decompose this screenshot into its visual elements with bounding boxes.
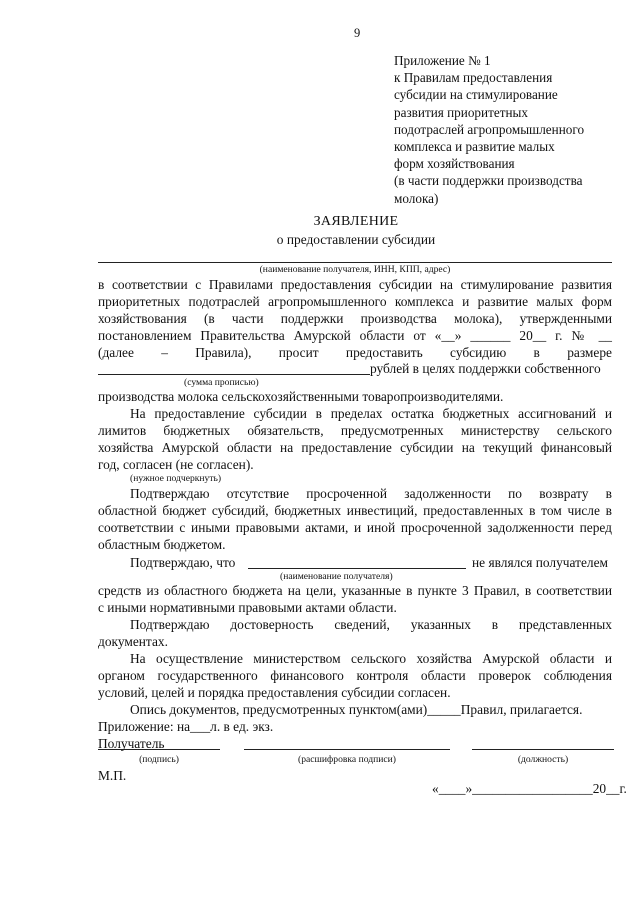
choose-caption: (нужное подчеркнуть) — [130, 473, 222, 484]
annex-line: форм хозяйствования — [394, 156, 515, 172]
para2-line: лимитов бюджетных обязательств, предусмотренных министерству сельского — [98, 423, 612, 438]
sum-fill-line — [98, 374, 370, 375]
para1-line: постановлением Правительства Амурской области от «__» ______ 20__ г. № __ — [98, 328, 612, 343]
position-fill-line — [472, 749, 614, 750]
position-caption: (должность) — [517, 754, 569, 765]
para3-line: областной бюджет субсидий, бюджетных инвестиций, предоставленных в том числе в — [98, 503, 612, 518]
annex-line: Приложение № 1 — [394, 53, 491, 68]
recipient-name-caption: (наименование получателя) — [280, 571, 393, 582]
annex-line: субсидии на стимулирование — [394, 87, 558, 103]
para1-line: приоритетных подотраслей агропромышленного комплекса и развитие малых форм — [98, 294, 612, 309]
para1-line: в соответствии с Правилами предоставления субсидии на стимулирование развития — [98, 277, 612, 292]
para4-end: не являлся получателем — [472, 555, 609, 570]
recipient-caption: (наименование получателя, ИНН, КПП, адрес) — [259, 264, 451, 275]
para1-line: хозяйствования (в части поддержки производства молока), утвержденными — [98, 311, 612, 326]
decoding-fill-line — [244, 749, 450, 750]
recipient-label: Получатель — [98, 736, 165, 751]
para3-line: областным бюджетом. — [98, 537, 226, 552]
para4-line: средств из областного бюджета на цели, указанные в пункте 3 Правил, в соответствии — [98, 583, 612, 598]
signature-caption: (подпись) — [139, 754, 179, 765]
para6-line: условий, целей и порядка предоставления субсидии согласен. — [98, 685, 451, 700]
para2-line: хозяйства Амурской области на предоставление субсидии на текущий финансовый — [98, 440, 612, 455]
para1-line: производства молока сельскохозяйственными товаропроизводителями. — [98, 389, 504, 404]
para5-line: Подтверждаю достоверность сведений, указанных в представленных — [130, 617, 612, 632]
annex-line: комплекса и развитие малых — [394, 139, 555, 155]
annex-line: к Правилам предоставления — [394, 70, 553, 86]
sum-caption: (сумма прописью) — [184, 377, 259, 388]
para5-line: документах. — [98, 634, 168, 649]
annex-block — [394, 52, 624, 207]
para1-line-end: рублей в целях поддержки собственного — [370, 361, 601, 376]
decoding-caption: (расшифровка подписи) — [298, 754, 396, 765]
inventory-line: Опись документов, предусмотренных пунктом(ами)_____Правил, прилагается. — [130, 702, 583, 717]
annex-line: развития приоритетных — [394, 104, 528, 120]
para3-line: соответствии с иными правовыми актами, и иной просроченной задолженности перед — [98, 520, 612, 535]
annex-line: подотраслей агропромышленного — [394, 121, 585, 137]
para3-line: Подтверждаю отсутствие просроченной задолженности по возврату в — [130, 486, 612, 501]
para1-line: (далее – Правила), просит предоставить субсидию в размере — [98, 345, 612, 360]
stamp-label: М.П. — [98, 768, 127, 783]
page-number: 9 — [354, 26, 361, 40]
recipient-fill-line — [98, 262, 612, 263]
para6-line: На осуществление министерством сельского хозяйства Амурской области и — [130, 651, 612, 666]
para6-line: органом государственного финансового контроля области проверок соблюдения — [98, 668, 612, 683]
signature-fill-line — [98, 749, 220, 750]
para4-line: с иными нормативными правовыми актами области. — [98, 600, 397, 615]
attachment-line: Приложение: на___л. в ед. экз. — [98, 719, 274, 734]
annex-line: (в части поддержки производства — [394, 173, 583, 189]
document-title: ЗАЯВЛЕНИЕ — [313, 214, 399, 229]
date-line: «____»__________________20__г. — [432, 781, 627, 796]
para4-start: Подтверждаю, что — [130, 555, 236, 570]
document-subtitle: о предоставлении субсидии — [276, 232, 436, 247]
recipient-name-fill-line — [248, 568, 466, 569]
para2-line: год, согласен (не согласен). — [98, 457, 254, 472]
para2-line: На предоставление субсидии в пределах остатка бюджетных ассигнований и — [130, 406, 612, 421]
annex-line: молока) — [394, 190, 439, 206]
